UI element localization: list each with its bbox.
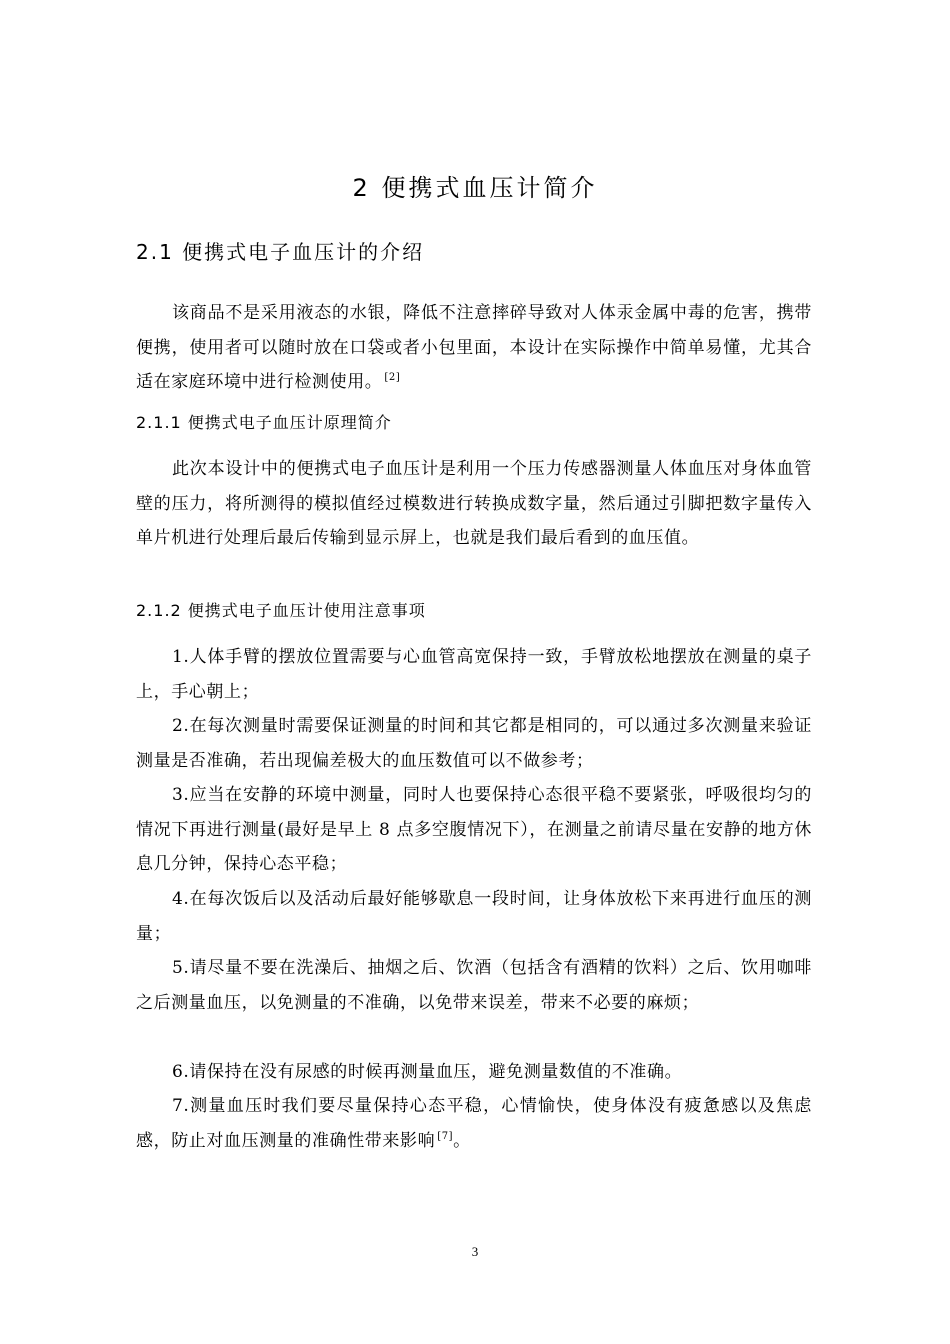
chapter-title: 2 便携式血压计简介 (352, 174, 598, 202)
section-intro-paragraph (136, 296, 812, 400)
subsection-2-title: 2.1.2 便携式电子血压计使用注意事项 (136, 601, 426, 620)
subsection-1-paragraph: 此次本设计中的便携式电子血压计是利用一个压力传感器测量人体血压对身体血管壁的压力，将所测得的模拟值经过模数进行转换成数字量，然后通过引脚把数字量传入单片机进行处理后最后传输到显示屏上，也就是我们最后看到的血压值。 (136, 459, 812, 548)
precaution-item-5: 5.请尽量不要在洗澡后、抽烟之后、饮酒（包括含有酒精的饮料）之后、饮用咖啡之后测量血压，以免测量的不准确，以免带来误差，带来不必要的麻烦； (136, 958, 812, 1013)
subsection-1-title: 2.1.1 便携式电子血压计原理简介 (136, 413, 392, 432)
precaution-item-3: 3.应当在安静的环境中测量，同时人也要保持心态很平稳不要紧张，呼吸很均匀的情况下再进行测量(最好是早上 8 点多空腹情况下），在测量之前请尽量在安静的地方休息几分钟，保持心态平稳； (136, 785, 812, 874)
precaution-item-7 (136, 1089, 812, 1158)
page-number: 3 (471, 1244, 479, 1259)
citation-2: [2] (384, 372, 401, 384)
precaution-item-4: 4.在每次饭后以及活动后最好能够歇息一段时间，让身体放松下来再进行血压的测量； (136, 889, 812, 944)
intro-text: 该商品不是采用液态的水银，降低不注意摔碎导致对人体汞金属中毒的危害，携带便携，使用者可以随时放在口袋或者小包里面，本设计在实际操作中简单易懂，尤其合适在家庭环境中进行检测使用。 (136, 303, 812, 392)
citation-7: [7] (437, 1130, 454, 1142)
precaution-item-2: 2.在每次测量时需要保证测量的时间和其它都是相同的，可以通过多次测量来验证测量是否准确，若出现偏差极大的血压数值可以不做参考； (136, 716, 812, 771)
precaution-item-6: 6.请保持在没有尿感的时候再测量血压，避免测量数值的不准确。 (172, 1062, 683, 1082)
precaution-item-7-text: 7.测量血压时我们要尽量保持心态平稳，心情愉快，使身体没有疲惫感以及焦虑感，防止对血压测量的准确性带来影响 (136, 1096, 812, 1151)
section-title: 2.1 便携式电子血压计的介绍 (136, 240, 425, 264)
precaution-item-7-end: 。 (453, 1130, 471, 1151)
precaution-item-1: 1.人体手臂的摆放位置需要与心血管高宽保持一致，手臂放松地摆放在测量的桌子上，手心朝上； (136, 647, 812, 702)
